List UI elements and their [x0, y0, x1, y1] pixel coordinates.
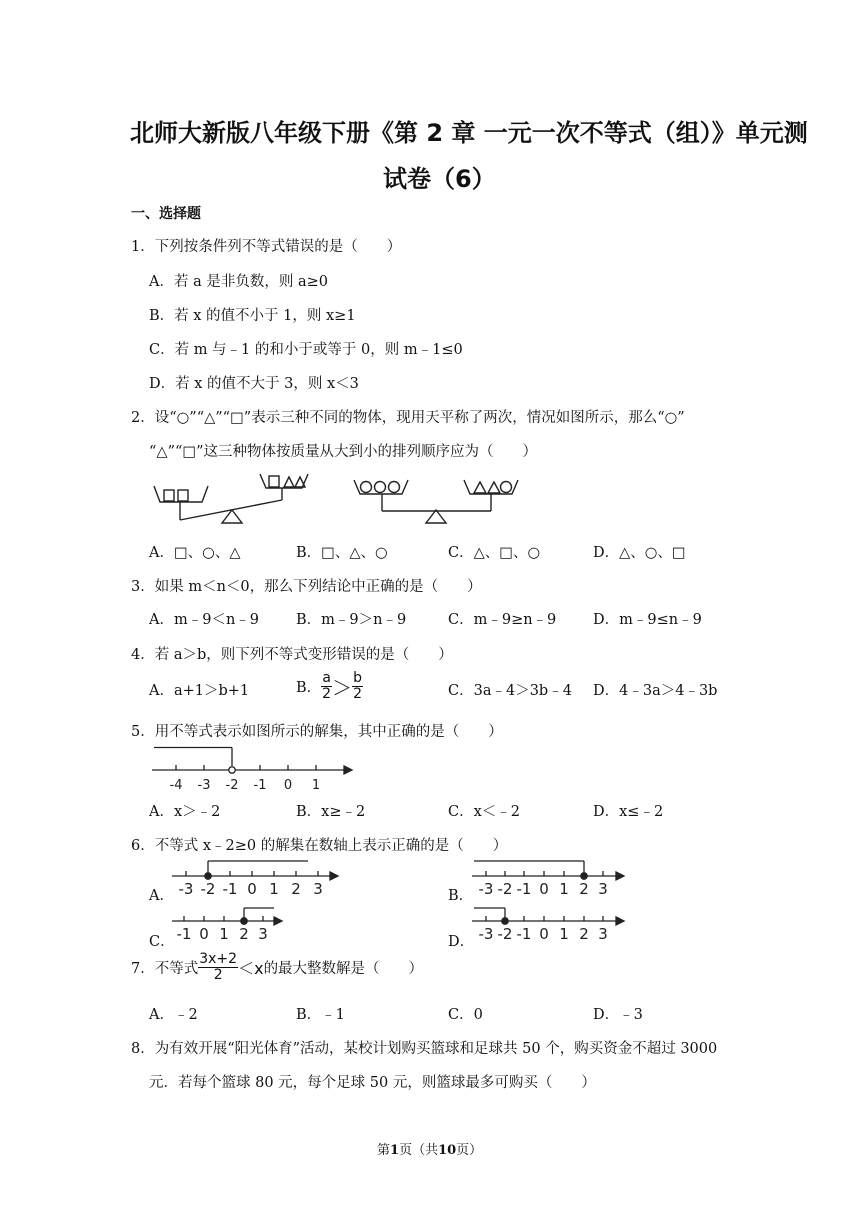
page-title-line2: 试卷（6） — [383, 165, 496, 193]
fraction-denominator: 2 — [322, 686, 332, 702]
q7-option-d: D．﹣3 — [593, 1007, 643, 1023]
balance-right — [354, 480, 518, 523]
q5-tick-label: -2 — [225, 778, 239, 793]
q5-option-d: D．x≤﹣2 — [593, 804, 664, 820]
q6-option-c-label: C． — [149, 934, 175, 950]
q6-option-d-label: D． — [448, 934, 475, 950]
q7-stem-prefix: 7．不等式 — [131, 961, 199, 977]
q4-stem: 4．若 a＞b，则下列不等式变形错误的是（ ） — [131, 647, 453, 663]
q6c-tick-label: 2 — [239, 925, 249, 943]
q2-option-b: B．□、△、○ — [296, 545, 388, 561]
balance-left — [154, 474, 308, 523]
q6-option-a-label: A． — [149, 888, 174, 904]
page-footer — [377, 1139, 482, 1158]
fraction-numerator: b — [353, 670, 362, 686]
footer-middle: 页（共 — [399, 1143, 439, 1158]
q6b-tick-label: 0 — [539, 880, 549, 898]
q5-tick-label: -3 — [197, 778, 211, 793]
q6d-tick-label: 3 — [598, 925, 608, 943]
q2-option-d: D．△、○、□ — [593, 545, 686, 561]
q6-option-b-label: B． — [448, 888, 474, 904]
q5-tick-label: 1 — [311, 778, 321, 793]
q6d-tick-label: -2 — [497, 925, 513, 943]
q7-stem-suffix: 的最大整数解是（ ） — [263, 961, 424, 977]
q3-option-b: B．m﹣9＞n﹣9 — [296, 612, 407, 628]
fraction-denominator: 2 — [353, 686, 362, 702]
q1-option-d: D．若 x 的值不大于 3，则 x＜3 — [149, 376, 359, 392]
q6b-tick-label: -2 — [497, 880, 513, 898]
greater-than-sign: ＞ — [332, 676, 353, 700]
q4-option-a: A．a+1＞b+1 — [149, 683, 250, 699]
q2-option-a: A．□、○、△ — [149, 545, 241, 561]
q5-option-b: B．x≥﹣2 — [296, 804, 366, 820]
section-heading: 一、选择题 — [131, 206, 201, 222]
q7-inequality-op: ＜x — [238, 959, 264, 978]
q6a-tick-label: -3 — [178, 880, 194, 898]
q1-option-c: C．若 m 与﹣1 的和小于或等于 0，则 m﹣1≤0 — [149, 342, 463, 358]
footer-total-pages: 10 — [438, 1143, 457, 1158]
q6d-tick-label: 2 — [579, 925, 589, 943]
q2-option-c: C．△、□、○ — [448, 545, 541, 561]
q6c-tick-label: 0 — [199, 925, 209, 943]
q4-option-d: D．4﹣3a＞4﹣3b — [593, 683, 718, 699]
q7-fraction — [198, 952, 238, 983]
fraction-denominator: 2 — [213, 967, 223, 983]
q5-number-line — [150, 746, 355, 794]
q4-option-b — [296, 671, 363, 702]
q2-stem-line2: “△”“□”这三种物体按质量从大到小的排列顺序应为（ ） — [149, 444, 538, 460]
q6c-tick-label: 1 — [219, 925, 229, 943]
q6c-tick-label: 3 — [258, 925, 268, 943]
q6b-tick-label: -3 — [478, 880, 494, 898]
footer-prefix: 第 — [377, 1143, 391, 1158]
q1-option-a: A．若 a 是非负数，则 a≥0 — [149, 274, 328, 290]
balance-figure — [150, 466, 530, 532]
q6-number-line-c — [170, 903, 288, 943]
q5-option-a: A．x＞﹣2 — [149, 804, 221, 820]
q1-option-b: B．若 x 的值不小于 1，则 x≥1 — [149, 308, 356, 324]
q5-tick-label: -4 — [169, 778, 183, 793]
q6d-tick-label: 0 — [539, 925, 549, 943]
q6-stem: 6．不等式 x﹣2≥0 的解集在数轴上表示正确的是（ ） — [131, 838, 508, 854]
fraction-numerator: a — [322, 670, 331, 686]
q7-stem — [131, 952, 423, 983]
q4-fraction-b — [352, 671, 363, 702]
q2-stem-line1: 2．设“○”“△”“□”表示三种不同的物体，现用天平称了两次，情况如图所示，那么“○” — [131, 410, 685, 426]
q3-option-a: A．m﹣9＜n﹣9 — [149, 612, 260, 628]
q7-option-b: B．﹣1 — [296, 1007, 345, 1023]
q6c-tick-label: -1 — [176, 925, 192, 943]
q4-option-c: C．3a﹣4＞3b﹣4 — [448, 683, 572, 699]
q4-option-b-label: B． — [296, 680, 322, 696]
q4-fraction-a — [321, 671, 332, 702]
q6-number-line-d — [470, 903, 630, 943]
q6d-tick-label: -3 — [478, 925, 494, 943]
page-title-line1: 北师大新版八年级下册《第 2 章 一元一次不等式（组）》单元测 — [130, 119, 808, 147]
q6b-tick-label: 1 — [559, 880, 569, 898]
q8-stem-line1: 8．为有效开展“阳光体育”活动，某校计划购买篮球和足球共 50 个，购买资金不超过 3000 — [131, 1041, 718, 1057]
q3-stem: 3．如果 m＜n＜0，那么下列结论中正确的是（ ） — [131, 579, 482, 595]
q3-option-d: D．m﹣9≤n﹣9 — [593, 612, 702, 628]
q1-stem: 1．下列按条件列不等式错误的是（ ） — [131, 239, 402, 255]
q5-stem: 5．用不等式表示如图所示的解集，其中正确的是（ ） — [131, 724, 503, 740]
q6b-tick-label: 2 — [579, 880, 589, 898]
q5-tick-label: -1 — [253, 778, 267, 793]
q6b-tick-label: -1 — [516, 880, 532, 898]
q6a-tick-label: 0 — [247, 880, 257, 898]
q7-option-c: C．0 — [448, 1007, 483, 1023]
q6a-tick-label: -2 — [200, 880, 216, 898]
footer-suffix: 页） — [456, 1143, 483, 1158]
q6a-tick-label: 1 — [269, 880, 279, 898]
q8-stem-line2: 元．若每个篮球 80 元，每个足球 50 元，则篮球最多可购买（ ） — [149, 1075, 596, 1091]
q6b-tick-label: 3 — [598, 880, 608, 898]
q6d-tick-label: -1 — [516, 925, 532, 943]
q5-tick-label: 0 — [283, 778, 293, 793]
q6a-tick-label: 3 — [313, 880, 323, 898]
q6d-tick-label: 1 — [559, 925, 569, 943]
q6-number-line-a — [170, 858, 342, 898]
fraction-numerator: 3x+2 — [199, 951, 238, 967]
q6a-tick-label: 2 — [291, 880, 301, 898]
q5-option-c: C．x＜﹣2 — [448, 804, 520, 820]
q6-number-line-b — [470, 858, 630, 898]
q3-option-c: C．m﹣9≥n﹣9 — [448, 612, 557, 628]
footer-page-number: 1 — [390, 1143, 400, 1158]
q7-option-a: A．﹣2 — [149, 1007, 198, 1023]
q6a-tick-label: -1 — [222, 880, 238, 898]
